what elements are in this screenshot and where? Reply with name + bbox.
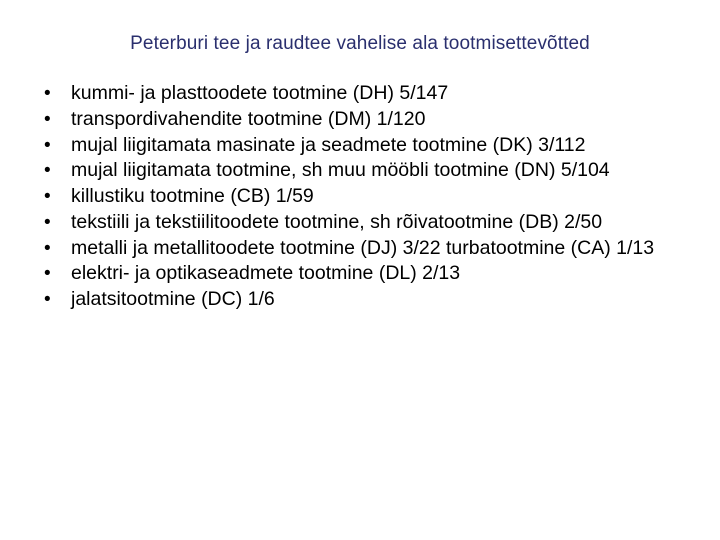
list-item-text: mujal liigitamata tootmine, sh muu mööbli tootmine (DN) 5/104 (71, 159, 610, 182)
list-item (44, 161, 684, 181)
bullet-list (44, 84, 684, 316)
list-item (44, 84, 684, 104)
list-item-text: metalli ja metallitoodete tootmine (DJ) 3/22 turbatootmine (CA) 1/13 (71, 236, 655, 259)
list-item (44, 107, 684, 130)
list-item (44, 264, 684, 284)
list-item (44, 187, 684, 207)
list-item-text: transpordivahendite tootmine (DM) 1/120 (71, 107, 426, 130)
list-item (44, 210, 684, 233)
list-item-text: mujal liigitamata masinate ja seadmete tootmine (DK) 3/112 (71, 133, 586, 156)
slide-title: Peterburi tee ja raudtee vahelise ala tootmisettevõtted (130, 33, 590, 54)
list-item-text: tekstiili ja tekstiilitoodete tootmine, sh rõivatootmine (DB) 2/50 (71, 210, 603, 233)
list-item-text: kummi- ja plasttoodete tootmine (DH) 5/147 (71, 82, 449, 104)
bullet-icon: • (44, 83, 51, 104)
bullet-icon: • (44, 134, 51, 156)
bullet-icon: • (44, 186, 51, 208)
bullet-icon: • (44, 237, 51, 259)
bullet-icon: • (44, 108, 51, 130)
bullet-icon: • (44, 211, 51, 233)
list-item-text: killustiku tootmine (CB) 1/59 (71, 185, 314, 208)
bullet-icon: • (44, 160, 51, 182)
bullet-icon: • (44, 289, 51, 311)
list-item (44, 290, 684, 310)
bullet-icon: • (44, 263, 51, 285)
list-item-text: elektri- ja optikaseadmete tootmine (DL) 2/13 (71, 262, 461, 285)
list-item (44, 133, 684, 156)
list-item-text: jalatsitootmine (DC) 1/6 (71, 288, 275, 311)
list-item (44, 236, 684, 259)
